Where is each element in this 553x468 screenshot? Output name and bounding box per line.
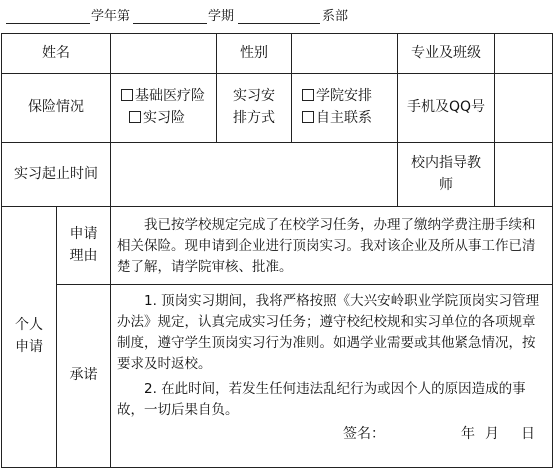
mode-option-school-label: 学院安排: [316, 88, 372, 105]
reason-cell: [111, 207, 553, 285]
name-label: 姓名: [2, 34, 111, 74]
insurance-option-basic-label: 基础医疗险: [135, 88, 205, 105]
year-label: 学年第: [91, 9, 131, 24]
reason-text: 我已按学校规定完成了在校学习任务，办理了缴纳学费注册手续和相关保险。现申请到企业进行顶岗实习。我对该企业及所从事工作已清楚了解，请学院审核、批准。: [117, 217, 536, 275]
term-blank[interactable]: [133, 23, 207, 24]
dept-label: 系部: [322, 9, 349, 24]
insurance-options: [111, 74, 217, 143]
pledge-label: 承诺: [57, 285, 111, 468]
application-form-table: [1, 33, 553, 468]
checkbox-icon[interactable]: [302, 111, 314, 123]
insurance-option-intern-label: 实习险: [143, 110, 185, 126]
form-header: [0, 6, 553, 28]
signature-line: [111, 421, 552, 447]
mode-option-school[interactable]: [292, 86, 397, 108]
mode-option-self[interactable]: [292, 108, 397, 130]
mode-options: [292, 74, 398, 143]
insurance-label: 保险情况: [2, 74, 111, 143]
mode-label: 实习安排方式: [217, 74, 292, 143]
pledge-text: [111, 285, 552, 421]
checkbox-icon[interactable]: [302, 89, 314, 101]
advisor-field[interactable]: [495, 143, 553, 207]
insurance-option-intern[interactable]: [111, 108, 216, 130]
month-char: 月: [485, 426, 499, 442]
dept-blank[interactable]: [238, 23, 320, 24]
pledge-cell: [111, 285, 553, 468]
advisor-label: 校内指导教师: [398, 143, 495, 207]
term-label: 学期: [208, 9, 235, 24]
row-insurance: [2, 74, 553, 143]
signature-label: 签名：: [343, 426, 385, 442]
phone-label: 手机及QQ号: [398, 74, 495, 143]
gender-field[interactable]: [292, 34, 398, 74]
name-field[interactable]: [111, 34, 217, 74]
gender-label: 性别: [217, 34, 292, 74]
row-period: [2, 143, 553, 207]
pledge-paragraph-2: 2. 在此时间，若发生任何违法乱纪行为或因个人的原因造成的事故，一切后果自负。: [117, 381, 526, 418]
major-field[interactable]: [495, 34, 553, 74]
day-char: 日: [521, 426, 535, 442]
row-pledge: [2, 285, 553, 468]
period-label: 实习起止时间: [2, 143, 111, 207]
mode-option-self-label: 自主联系: [316, 110, 372, 126]
insurance-option-basic[interactable]: [111, 86, 216, 108]
year-blank[interactable]: [6, 23, 90, 24]
checkbox-icon[interactable]: [121, 89, 133, 101]
row-reason: [2, 207, 553, 285]
pledge-paragraph-1: 1. 顶岗实习期间，我将严格按照《大兴安岭职业学院顶岗实习管理办法》规定，认真完成实习任务；遵守校纪校规和实习单位的各项规章制度，遵守学生顶岗实习行为准则。如遇学业需要或其他紧急情况，按要求及时返校。: [117, 293, 540, 372]
reason-label: 申请理由: [57, 207, 111, 285]
application-section-label: 个人申请: [2, 207, 57, 468]
year-char: 年: [461, 426, 475, 442]
major-label: 专业及班级: [398, 34, 495, 74]
row-basic-info: [2, 34, 553, 74]
phone-field[interactable]: [495, 74, 553, 143]
checkbox-icon[interactable]: [129, 111, 141, 123]
period-field[interactable]: [111, 143, 398, 207]
